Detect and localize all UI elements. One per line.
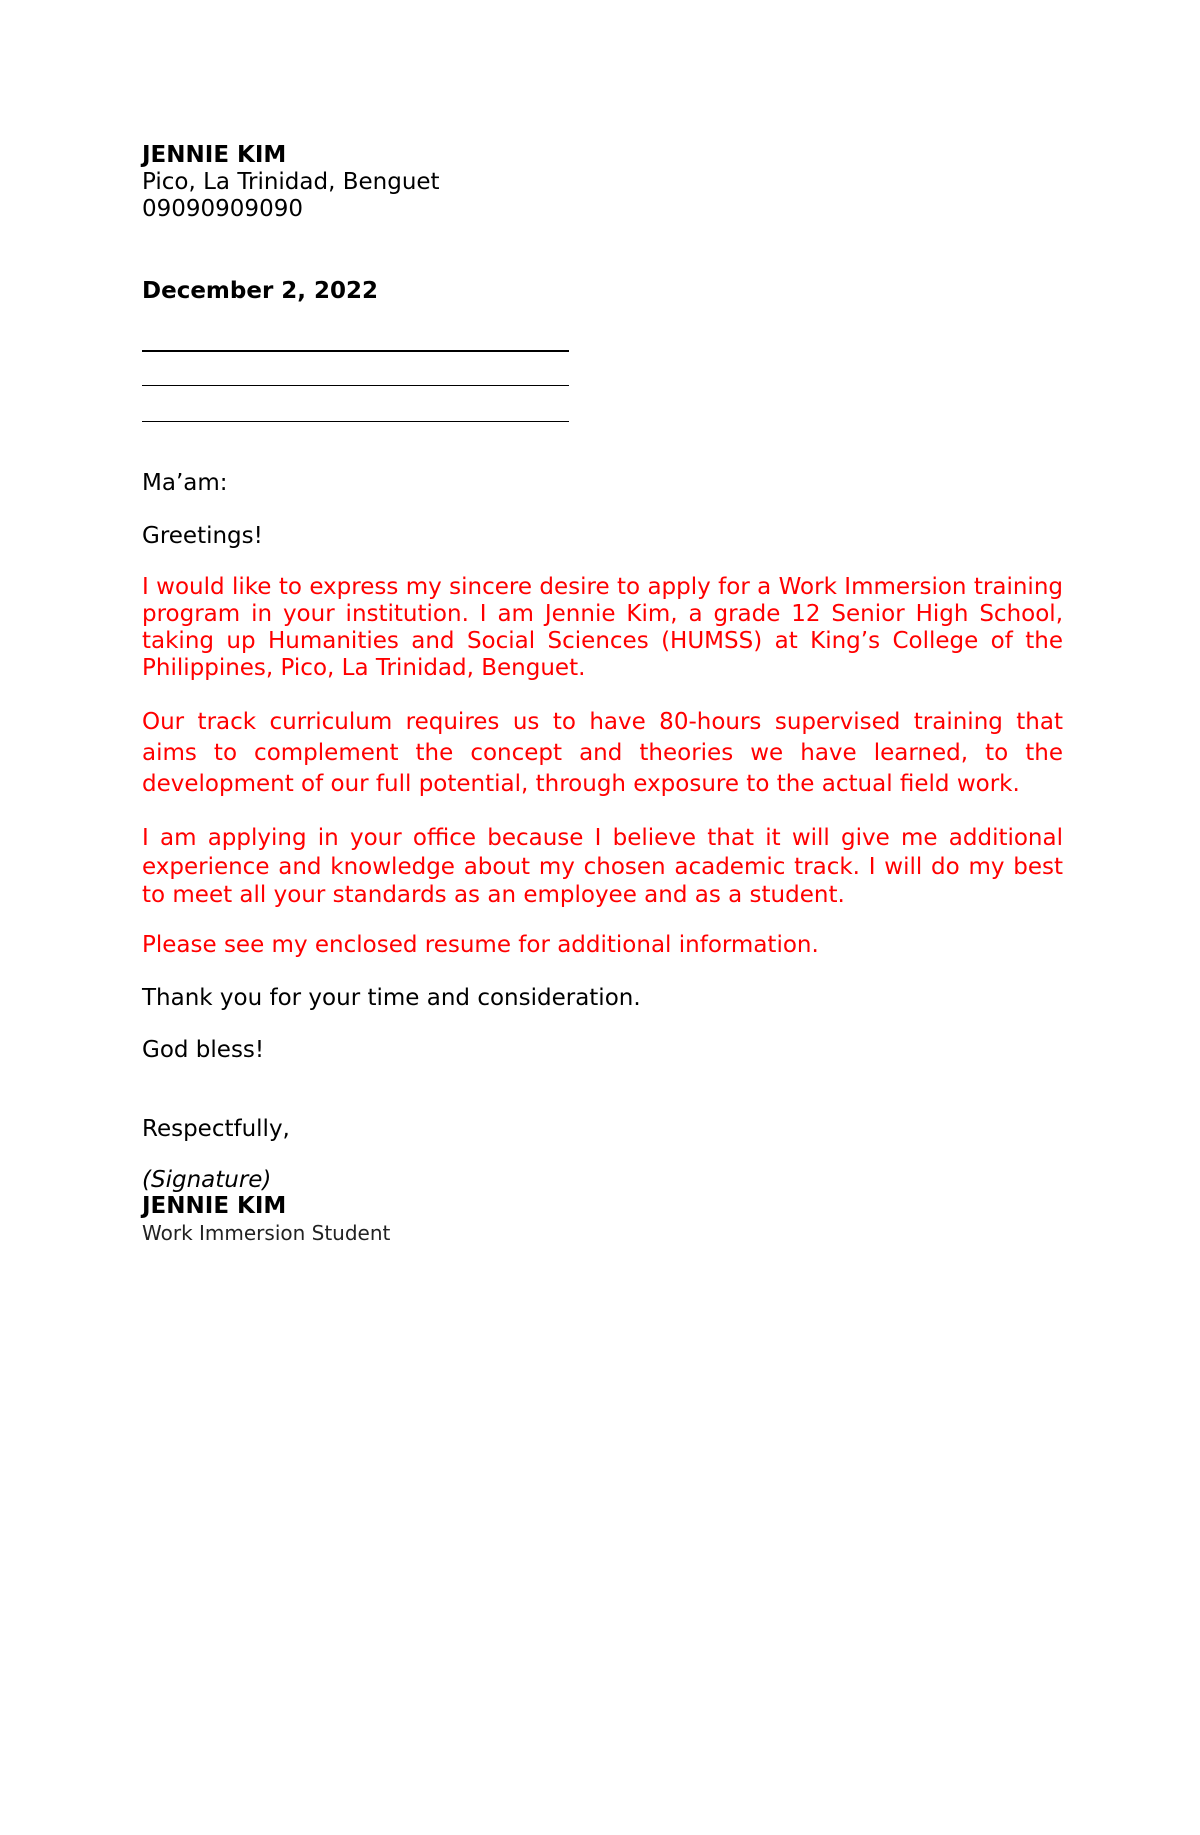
sender-address: Pico, La Trinidad, Benguet	[142, 169, 440, 195]
body-paragraph-blessing: God bless!	[142, 1037, 265, 1063]
body-paragraph-reason: I am applying in your office because I believe that it will give me additional experience and knowledge about my chosen academic track. I will do my best to meet all your standards as an employee and as a student.	[142, 825, 1063, 908]
body-paragraph-curriculum: Our track curriculum requires us to have 80-hours supervised training that aims to complement the concept and theories we have learned, to the development of our full potential, through exposure to the actual field work.	[142, 709, 1063, 797]
body-paragraph-resume: Please see my enclosed resume for additional information.	[142, 932, 819, 958]
signer-name: JENNIE KIM	[142, 1193, 287, 1219]
sender-name: JENNIE KIM	[142, 142, 287, 168]
letter-date: December 2, 2022	[142, 278, 379, 304]
body-paragraph-intro: I would like to express my sincere desire to apply for a Work Immersion training program in your institution. I am Jennie Kim, a grade 12 Senior High School, taking up Humanities and Social Sciences (HUMSS) at King’s College of the Philippines, Pico, La Trinidad, Benguet.	[142, 574, 1063, 681]
recipient-blank-line-2	[142, 385, 569, 386]
closing: Respectfully,	[142, 1116, 290, 1142]
body-paragraph-thanks: Thank you for your time and consideration.	[142, 985, 641, 1011]
sender-phone: 09090909090	[142, 196, 303, 222]
greeting: Greetings!	[142, 523, 263, 549]
signer-title: Work Immersion Student	[142, 1221, 391, 1245]
recipient-blank-line-3	[142, 421, 569, 422]
salutation: Ma’am:	[142, 470, 228, 496]
recipient-blank-line-1	[142, 350, 569, 352]
signature-placeholder: (Signature)	[142, 1167, 272, 1193]
